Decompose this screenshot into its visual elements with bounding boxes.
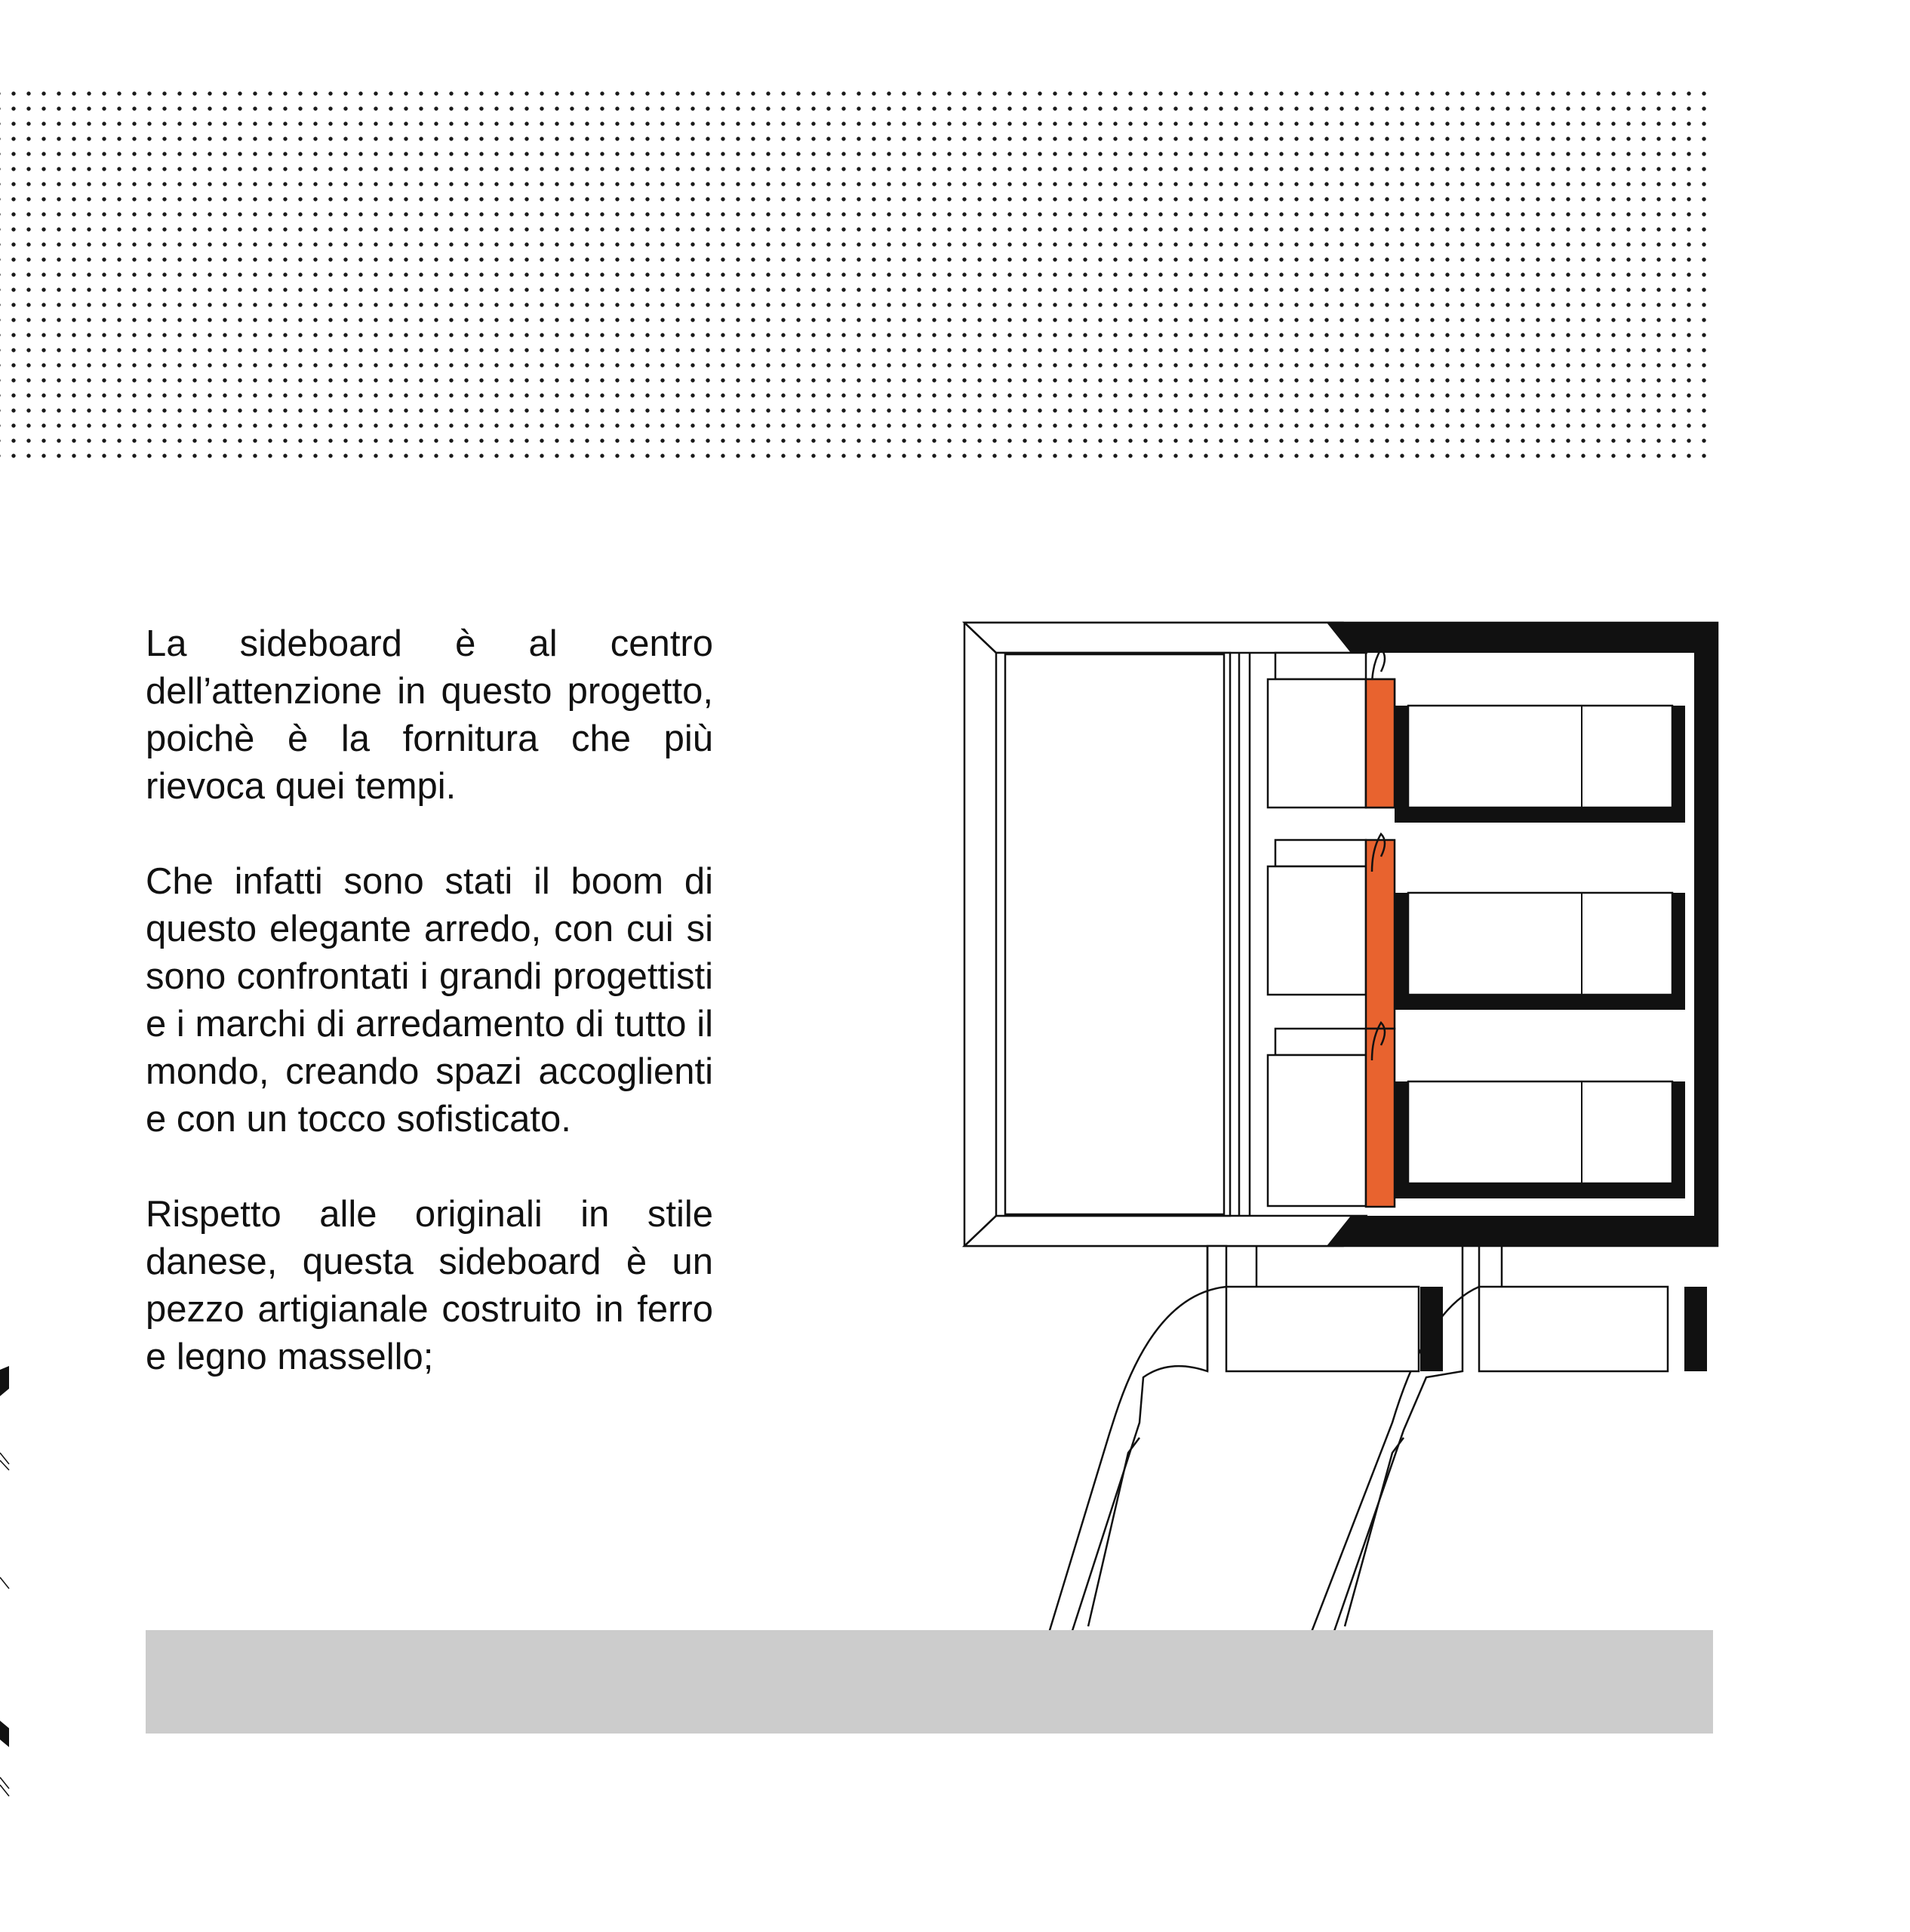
- halftone-dot-pattern: [0, 82, 1715, 468]
- door-bevel: [964, 623, 1366, 653]
- sideboard-drawing: [958, 615, 1728, 1630]
- left-door-panel: [996, 653, 1230, 1216]
- description-text: [146, 620, 713, 1381]
- drawer-stack: [1268, 649, 1685, 1207]
- base-rail-left: [1226, 1287, 1419, 1371]
- base-structure: [1047, 1246, 1668, 1630]
- foot-block-left: [1420, 1287, 1443, 1371]
- edge-fragment-graphic: [0, 1351, 15, 1804]
- leg-left: [1047, 1246, 1226, 1630]
- paragraph-craft: Rispetto alle originali in stile danese, questa sideboard è un pezzo artigianale costruito in ferro e legno massello;: [146, 1194, 713, 1377]
- paragraph-intro: La sideboard è al centro dell’attenzione in questo progetto, poichè è la fornitura che più rievoca quei tempi.: [146, 623, 713, 807]
- foot-block-right: [1684, 1287, 1707, 1371]
- base-rail-right: [1479, 1287, 1668, 1371]
- paragraph-history: Che infatti sono stati il boom di questo elegante arredo, con cui si sono confrontati i grandi progettisti e i marchi di arredamento di tutto il mondo, creando spazi accoglienti e con un tocco sofisticato.: [146, 861, 713, 1140]
- ground-strip: [146, 1630, 1713, 1734]
